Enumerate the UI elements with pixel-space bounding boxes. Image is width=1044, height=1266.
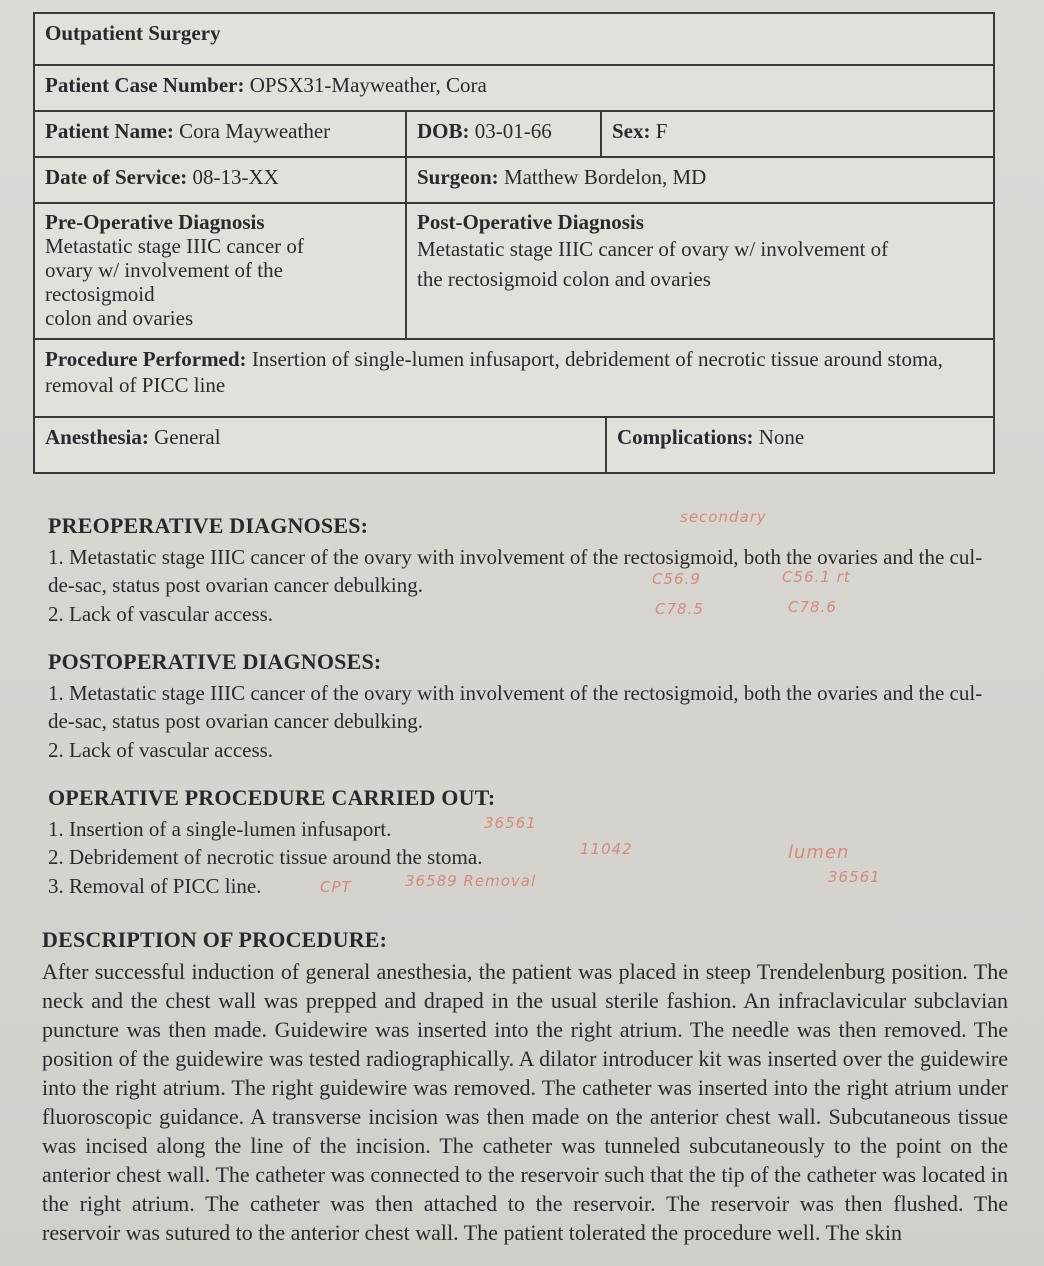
dos-value: 08-13-XX [192, 165, 279, 189]
preop-item: 2. Lack of vascular access. [48, 601, 274, 626]
dob-field [405, 112, 600, 156]
post-op-line: Metastatic stage IIIC cancer of ovary w/ involvement of [417, 237, 889, 261]
patient-name-field [35, 112, 405, 156]
postop-item: 2. Lack of vascular access. [48, 737, 274, 762]
pre-op-line: rectosigmoid [45, 282, 155, 306]
anesthesia-label: Anesthesia: [45, 425, 149, 449]
handwritten-note: 36589 Removal [405, 872, 537, 890]
handwritten-note: C56.9 [652, 570, 701, 588]
handwritten-note: 36561 [828, 868, 881, 886]
dob-value: 03-01-66 [474, 119, 552, 143]
form-title: Outpatient Surgery [45, 21, 221, 45]
description-section [42, 926, 1008, 1247]
handwritten-note: 36561 [484, 814, 537, 832]
post-op-label: Post-Operative Diagnosis [417, 210, 644, 234]
procedure-performed-field [35, 340, 993, 416]
operative-item: 3. Removal of PICC line. [48, 873, 262, 898]
procedure-label: Procedure Performed: [45, 347, 247, 371]
anesthesia-field [35, 418, 605, 472]
case-number-field [35, 66, 993, 110]
complications-field [605, 418, 993, 472]
pre-op-line: colon and ovaries [45, 306, 194, 330]
handwritten-note: secondary [680, 508, 767, 526]
preoperative-diagnoses-section [48, 512, 998, 628]
handwritten-note: CPT [320, 878, 352, 896]
handwritten-note: C78.6 [788, 598, 837, 616]
patient-name-label: Patient Name: [45, 119, 174, 143]
preoperative-heading: PREOPERATIVE DIAGNOSES: [48, 513, 369, 538]
handwritten-note: lumen [788, 842, 850, 863]
pre-op-label: Pre-Operative Diagnosis [45, 210, 265, 234]
post-op-line: the rectosigmoid colon and ovaries [417, 267, 711, 291]
handwritten-note: C78.5 [655, 600, 704, 618]
procedure-value: Insertion of single-lumen infusaport, debridement of necrotic tissue around stoma, removal of PICC line [45, 347, 943, 397]
postoperative-diagnoses-section [48, 648, 998, 764]
case-number-label: Patient Case Number: [45, 73, 245, 97]
case-number-value: OPSX31-Mayweather, Cora [249, 73, 487, 97]
operative-item: 1. Insertion of a single-lumen infusaport. [48, 816, 392, 841]
pre-op-line: Metastatic stage IIIC cancer of [45, 234, 304, 258]
surgeon-field [405, 158, 993, 202]
preop-item: 1. Metastatic stage IIIC cancer of the ovary with involvement of the rectosigmoid, both the ovaries and the cul-de-sac, status post ovarian cancer debulking. [48, 544, 983, 597]
surgeon-value: Matthew Bordelon, MD [503, 165, 707, 189]
post-op-diagnosis-field [405, 204, 993, 338]
handwritten-note: C56.1 rt [782, 568, 851, 586]
date-of-service-field [35, 158, 405, 202]
dos-label: Date of Service: [45, 165, 188, 189]
pre-op-line: ovary w/ involvement of the [45, 258, 283, 282]
description-text: After successful induction of general anesthesia, the patient was placed in steep Trendelenburg position. The neck and the chest wall was prepped and draped in the usual sterile fashion. An infraclavicular subclavian puncture was then made. Guidewire was inserted into the right atrium. The needle was then removed. The position of the guidewire was tested radiographically. A dilator introducer kit was inserted over the guidewire into the right atrium. The right guidewire was removed. The catheter was inserted into the right atrium under fluoroscopic guidance. A transverse incision was then made on the anterior chest wall. Subcutaneous tissue was incised along the line of the incision. The catheter was tunneled subcutaneously to the point on the anterior chest wall. The catheter was connected to the reservoir such that the tip of the catheter was located in the right atrium. The catheter was then attached to the reservoir. The reservoir was then flushed. The reservoir was sutured to the anterior chest wall. The patient tolerated the procedure well. The skin [42, 958, 1008, 1245]
description-heading: DESCRIPTION OF PROCEDURE: [42, 927, 388, 952]
sex-label: Sex: [612, 119, 651, 143]
sex-value: F [655, 119, 668, 143]
surgeon-label: Surgeon: [417, 165, 499, 189]
anesthesia-value: General [154, 425, 221, 449]
postoperative-heading: POSTOPERATIVE DIAGNOSES: [48, 649, 382, 674]
pre-op-diagnosis-field [35, 204, 405, 338]
patient-name-value: Cora Mayweather [179, 119, 331, 143]
complications-label: Complications: [617, 425, 754, 449]
postop-item: 1. Metastatic stage IIIC cancer of the ovary with involvement of the rectosigmoid, both the ovaries and the cul-de-sac, status post ovarian cancer debulking. [48, 680, 983, 733]
operative-item: 2. Debridement of necrotic tissue around the stoma. [48, 845, 483, 869]
operative-heading: OPERATIVE PROCEDURE CARRIED OUT: [48, 785, 496, 810]
surgery-header-form [33, 12, 995, 474]
sex-field [600, 112, 993, 156]
handwritten-note: 11042 [580, 840, 633, 858]
complications-value: None [758, 425, 805, 449]
dob-label: DOB: [417, 119, 470, 143]
